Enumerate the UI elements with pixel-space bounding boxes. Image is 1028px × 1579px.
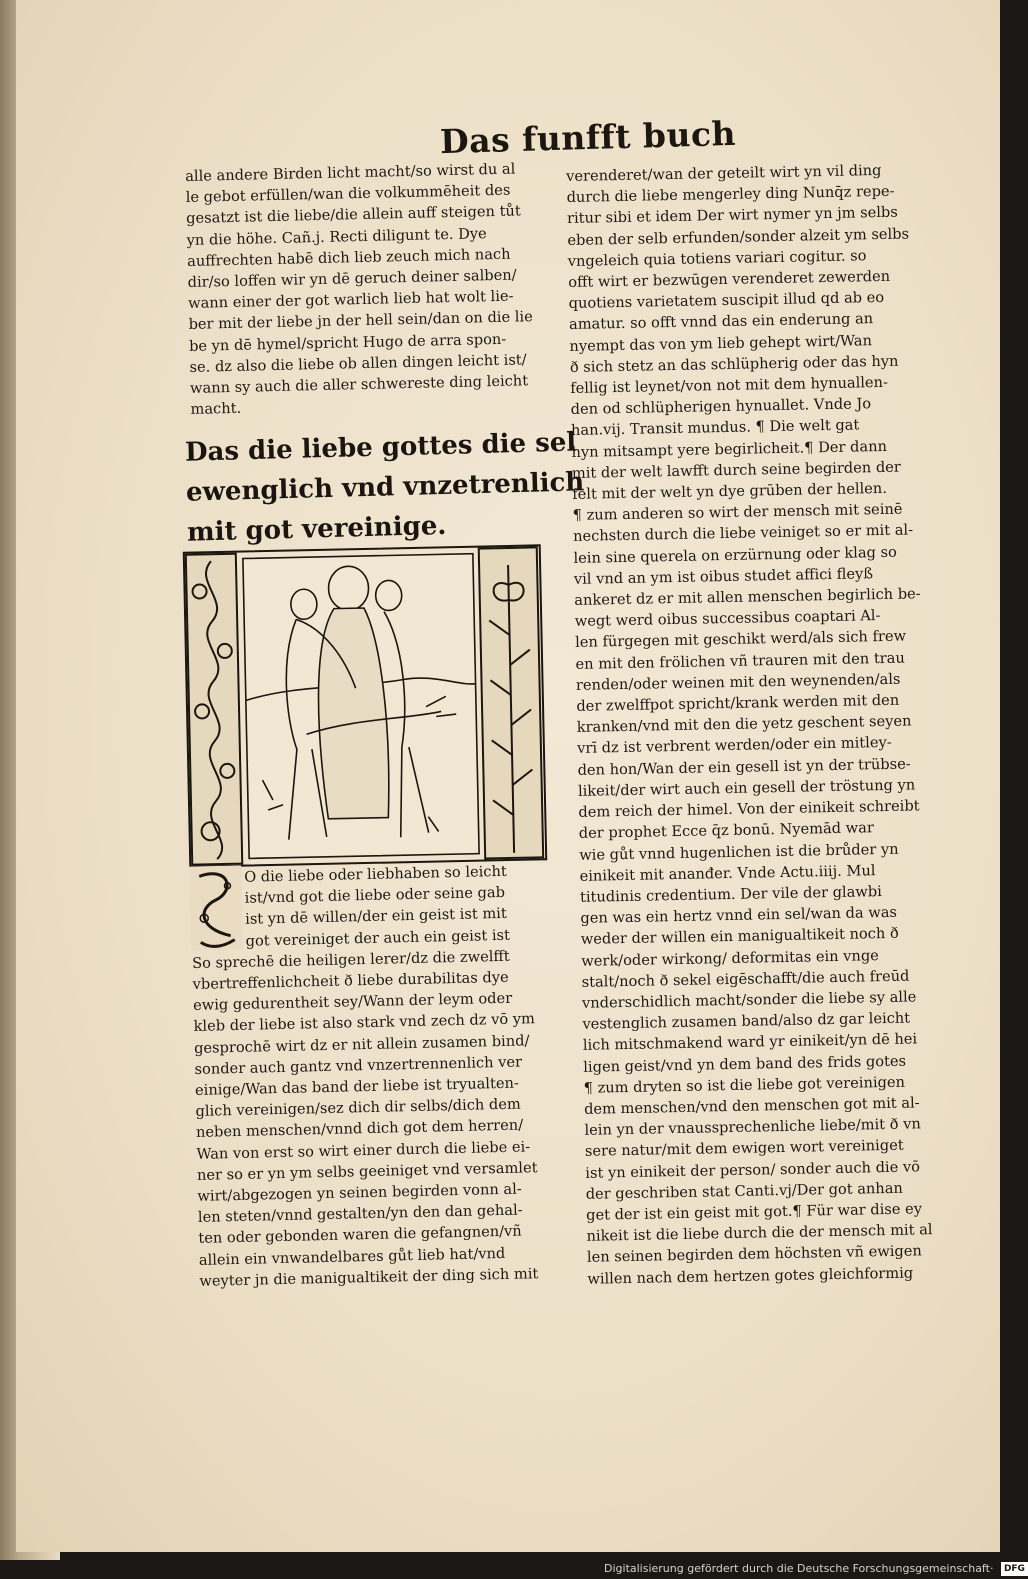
text-line: kranken/vnd mit den die yetz geschent seyen <box>576 712 912 737</box>
section-heading <box>184 423 585 552</box>
text-line: ten oder gebonden waren die gefangnen/vñ <box>198 1223 522 1248</box>
text-line: ligen geist/vnd yn dem band des frids gotes <box>583 1052 907 1076</box>
woodcut-illustration <box>183 544 548 867</box>
text-line: gesprochē wirt dz er nit allein zusamen bind/ <box>193 1031 530 1057</box>
left-column-bottom <box>190 860 556 1292</box>
text-line: nikeit ist die liebe durch die der mensch mit al <box>586 1221 933 1245</box>
right-column <box>566 159 948 1289</box>
text-line: vestenglich zusamen band/also dz gar leicht <box>582 1009 911 1033</box>
text-line: ber mit der liebe jn der hell sein/dan on die lie <box>188 308 533 334</box>
heading-line: Das die liebe gottes die sel <box>184 427 577 468</box>
text-line: den od schlüpherigen hynuallet. Vnde Jo <box>570 395 872 419</box>
text-line: der geschriben stat Canti.vj/Der got anhan <box>585 1179 904 1203</box>
text-line: got vereiniget der auch ein geist ist <box>245 926 511 950</box>
text-line: ist yn einikeit der person/ sonder auch die vō <box>585 1157 921 1182</box>
text-line: lein yn der vnaussprechenliche liebe/mit ð vn <box>584 1115 921 1139</box>
text-line: len seinen begirden dem höchsten vñ ewigen <box>586 1242 922 1267</box>
text-line: ewig gedurentheit sey/Wann der leym oder <box>192 989 513 1015</box>
footer-text: Digitalisierung gefördert durch die Deutsche Forschungsgemeinschaft <box>604 1562 990 1575</box>
text-line: allein ein vnwandelbares gůt lieb hat/vnd <box>198 1244 506 1269</box>
text-line: get der ist ein geist mit got.¶ Für war dise ey <box>585 1200 923 1224</box>
text-line: Wan von erst so wirt einer durch die liebe ei- <box>196 1137 531 1163</box>
text-line: dem reich der himel. Von der einikeit schreibt <box>578 797 920 821</box>
text-line: vil vnd an ym ist oibus studet affici fleyß <box>573 565 874 588</box>
text-line: dir/so loffen wir yn dē geruch deiner salben/ <box>187 266 517 291</box>
text-line: ¶ zum anderen so wirt der mensch mit seinē <box>572 500 903 525</box>
heading-line: ewenglich vnd vnzetrenlich <box>185 467 585 508</box>
text-line: verenderet/wan der geteilt wirt yn vil ding <box>566 161 882 185</box>
text-line: sere natur/mit dem ewigen wort vereiniget <box>584 1137 904 1161</box>
text-line: wie gůt vnnd hugenlichen ist die brůder yn <box>579 840 899 864</box>
text-line: lich mitschmakend ward yr einikeit/yn dē hei <box>582 1030 918 1055</box>
text-line: nyempt das von ym lieb gehept wirt/Wan <box>569 331 873 355</box>
footer-bar: Digitalisierung gefördert durch die Deutsche Forschungsgemeinschaft· DFG <box>604 1559 1000 1579</box>
page-header: Das funfft buch <box>439 113 737 162</box>
text-line: en mit den frölichen vñ trauren mit den trau <box>575 649 905 673</box>
text-line: einikeit mit ananđer. Vnde Actu.iiij. Mul <box>579 861 876 885</box>
text-line: weder der willen ein manigualtikeit noch ð <box>580 925 899 949</box>
text-line: mit der welt lawfft durch seine begirden der <box>571 458 901 482</box>
dfg-logo: DFG <box>1001 1562 1028 1576</box>
text-line: einige/Wan das band der liebe ist tryualten- <box>194 1074 520 1099</box>
text-line: amatur. so offt vnnd das ein enderung an <box>568 310 874 334</box>
text-line: quotiens varietatem suscipit illud qd ab eo <box>568 289 885 313</box>
text-line: gen was ein hertz vnnd ein sel/wan da was <box>580 903 898 927</box>
text-line: felt mit der welt yn dye grūben der hellen. <box>572 479 888 503</box>
text-line: stalt/noch ð sekel eigēschafft/die auch freūd <box>581 967 910 991</box>
left-ornament-border <box>186 554 242 865</box>
text-line: ist/vnd got die liebe oder seine gab <box>244 884 506 907</box>
text-line: len fürgegen mit geschikt werd/als sich frew <box>574 628 907 652</box>
text-line: wegt werd oibus successibus coaptari Al- <box>574 607 881 631</box>
text-line: durch die liebe mengerley ding Nunq̄z repe- <box>566 182 895 207</box>
text-line: lein sine querela on erzürnung oder klag so <box>573 543 898 567</box>
text-line: likeit/der wirt auch ein gesell der tröstung yn <box>577 776 916 800</box>
right-ornament-border <box>479 547 543 858</box>
text-line: han.vij. Transit mundus. ¶ Die welt gat <box>570 416 860 440</box>
text-line: wann einer der got warlich lieb hat wolt lie- <box>187 287 514 313</box>
text-line: len steten/vnnd gestalten/yn den dan gehal- <box>197 1201 523 1227</box>
text-line: der prophet Ecce q̄z bonū. Nyemād war <box>578 819 875 843</box>
text-line: vnderschidlich macht/sonder die liebe sy alle <box>581 988 917 1012</box>
text-line: neben menschen/vnnd dich got dem herren/ <box>195 1116 524 1142</box>
text-line: ankeret dz er mit allen menschen begirlich be- <box>574 585 921 609</box>
text-line: weyter jn die manigualtikeit der ding sich mit <box>199 1265 539 1290</box>
text-line: werk/oder wirkong/ deformitas ein vnge <box>581 946 879 970</box>
text-line: ritur sibi et idem Der wirt nymer yn jm selbs <box>566 204 898 228</box>
text-line: wirt/abgezogen yn seinen begirden vonn al- <box>197 1180 522 1205</box>
text-line: kleb der liebe ist also stark vnd zech dz vō ym <box>193 1010 536 1036</box>
text-line: vbertreffenlichcheit ð liebe durabilitas dye <box>192 968 509 993</box>
text-line: willen nach dem hertzen gotes gleichformig <box>587 1264 914 1288</box>
text-line: gesatzt ist die liebe/die allein auff steigen tůt <box>186 202 521 228</box>
text-line: den hon/Wan der ein gesell ist yn der trübse- <box>577 755 911 779</box>
text-line: macht. <box>190 400 242 419</box>
text-line: der zwelffpot spricht/krank werden mit den <box>576 691 900 715</box>
text-line: eben der selb erfunden/sonder alzeit ym selbs <box>567 225 910 249</box>
text-line: hyn mitsampt yere begirlicheit.¶ Der dann <box>571 437 888 461</box>
text-line: glich vereinigen/sez dich dir selbs/dich dem <box>195 1095 521 1121</box>
heading-line: mit got vereinige. <box>186 510 447 548</box>
text-line: renden/oder weinen mit den weynenden/als <box>575 670 901 694</box>
text-line: be yn dē hymel/spricht Hugo de arra spon- <box>188 330 507 355</box>
text-line: vngeleich quia totiens variari cogitur. so <box>567 247 867 270</box>
text-line: ð sich stetz an das schlüpherig oder das hyn <box>569 352 899 376</box>
left-column-top <box>185 158 551 421</box>
text-line: So sprechē die heiligen lerer/dz die zwelfft <box>191 947 510 972</box>
text-line: le gebot erfüllen/wan die volkummēheit des <box>185 181 511 207</box>
text-line: fellig ist leynet/von not mit dem hynuallen- <box>570 373 889 397</box>
text-line: O die liebe oder liebhaben so leicht <box>244 862 507 886</box>
text-line: offt wirt er bezwūgen verenderet zewerden <box>568 267 891 291</box>
text-line: nechsten durch die liebe veiniget so er mit al- <box>572 521 914 546</box>
text-line: yn die höhe. Cañ.j. Recti diligunt te. Dye <box>186 224 487 249</box>
text-line: dem menschen/vnd den menschen got mit al- <box>583 1094 920 1118</box>
text-line: alle andere Birden licht macht/so wirst du al <box>185 160 516 185</box>
center-scene <box>243 554 479 859</box>
text-line: se. dz also die liebe ob allen dingen leicht ist/ <box>189 351 527 376</box>
text-line: ner so er yn ym selbs geeiniget vnd versamlet <box>196 1159 538 1184</box>
text-line: wann sy auch die aller schwereste ding leicht <box>189 372 529 397</box>
text-line: titudinis credentium. Der vile der glawbi <box>579 882 882 906</box>
text-line: ¶ zum dryten so ist die liebe got vereinigen <box>583 1073 906 1097</box>
text-line: ist yn dē willen/der ein geist ist mit <box>244 905 507 929</box>
text-line: vrī dz ist verbrent werden/oder ein mitley- <box>577 734 892 758</box>
text-line: sonder auch gantz vnd vnzertrennenlich ver <box>194 1053 523 1078</box>
text-line: auffrechten habē dich lieb zeuch mich nach <box>186 245 511 270</box>
